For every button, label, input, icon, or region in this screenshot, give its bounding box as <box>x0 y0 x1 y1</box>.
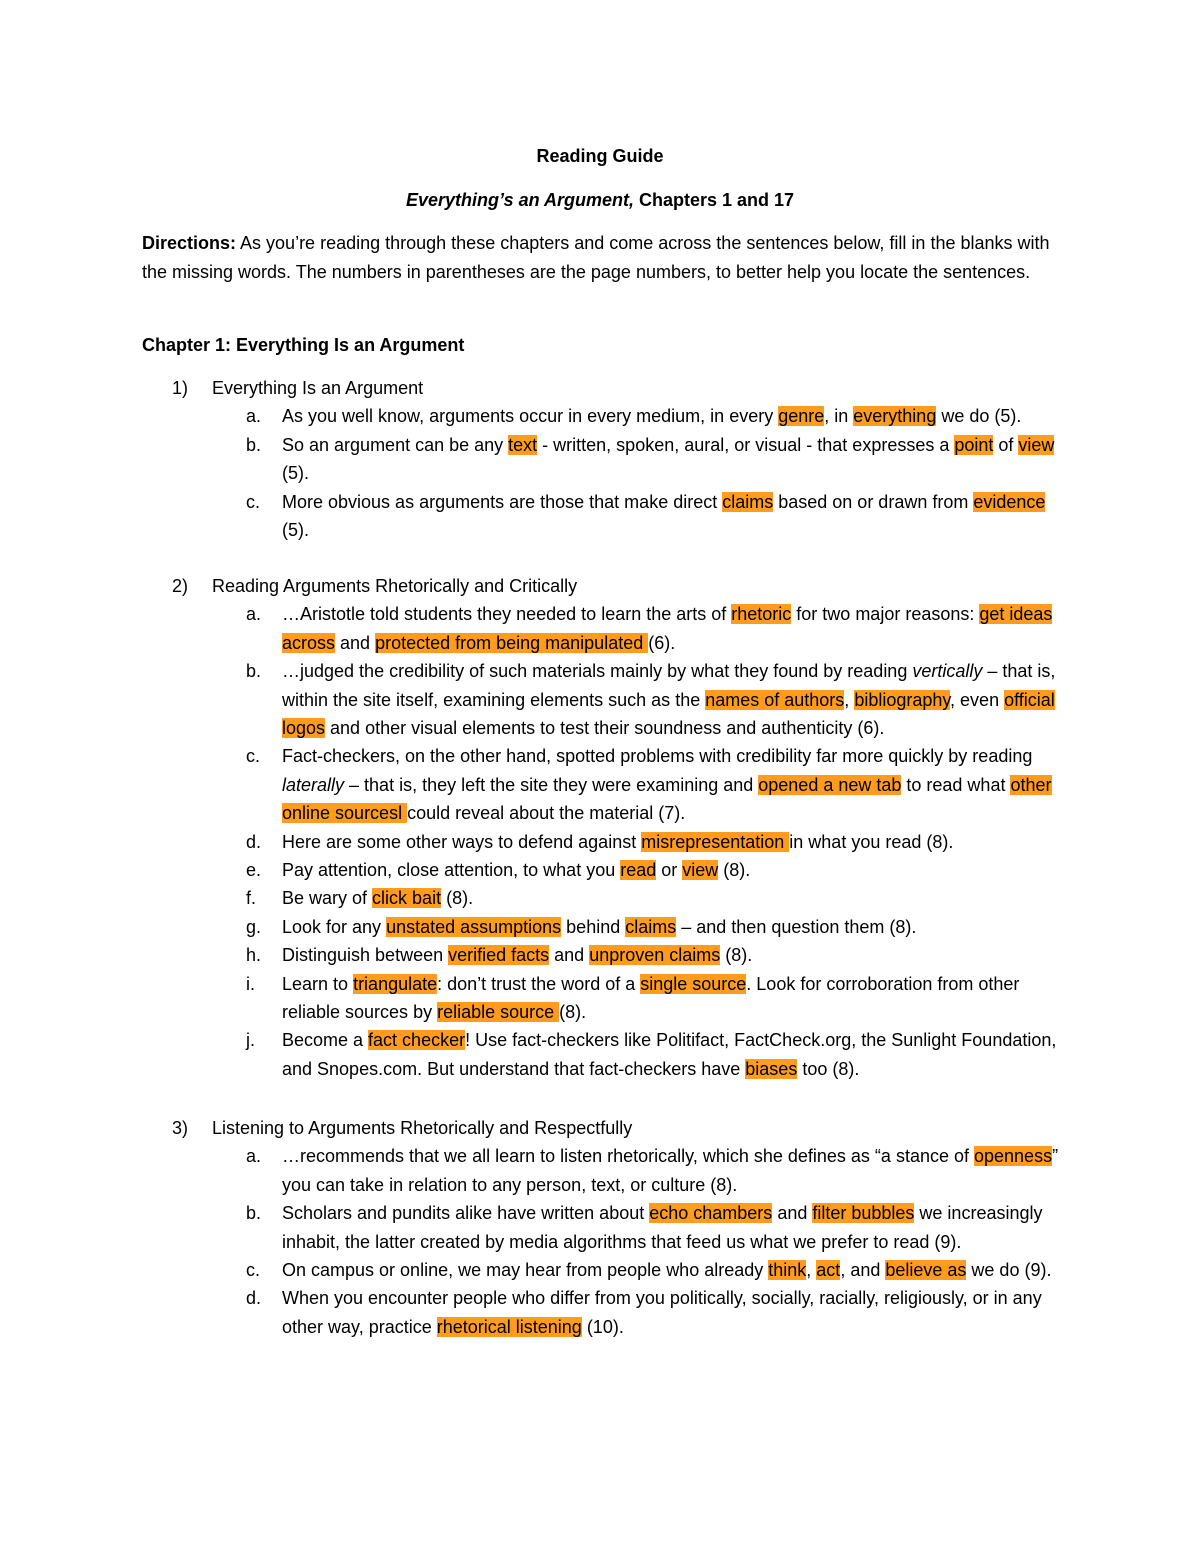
answer-highlight: official logos <box>282 689 1055 739</box>
answer-highlight: point <box>954 434 994 455</box>
sentence-text: (5). <box>282 520 309 541</box>
list-item <box>142 856 1062 884</box>
sentence-text: , <box>844 689 855 710</box>
item-letter: h. <box>246 945 262 966</box>
answer-highlight: unstated assumptions <box>386 916 562 937</box>
item-letter: g. <box>246 916 262 937</box>
answer-highlight: protected from being manipulated <box>375 632 649 653</box>
answer-highlight: read <box>620 860 657 881</box>
item-letter: b. <box>246 434 262 455</box>
sentence-text: of <box>993 434 1019 455</box>
answer-highlight: misrepresentation <box>641 831 790 852</box>
sentence-text: More obvious as arguments are those that make direct <box>282 491 723 512</box>
item-text <box>282 1256 1062 1284</box>
answer-highlight: click bait <box>372 888 442 909</box>
sentence-text: and other visual elements to test their soundness and authenticity (6). <box>325 718 885 739</box>
list-item <box>142 742 1062 827</box>
list-item <box>142 1142 1062 1199</box>
sentence-text: , and <box>840 1260 886 1281</box>
section-header <box>142 374 1062 402</box>
sentence-text: …judged the credibility of such materials mainly by what they found by reading <box>282 661 913 682</box>
item-letter: j. <box>246 1030 255 1051</box>
item-letter: a. <box>246 406 262 427</box>
item-letter: i. <box>246 973 255 994</box>
section-title: Reading Arguments Rhetorically and Critically <box>212 576 578 596</box>
answer-highlight: names of authors <box>705 689 845 710</box>
answer-highlight: claims <box>625 916 677 937</box>
sentence-text: or <box>656 860 683 881</box>
item-text <box>282 600 1062 657</box>
item-text <box>282 1142 1062 1199</box>
answer-highlight: view <box>682 860 719 881</box>
answer-highlight: believe as <box>885 1260 967 1281</box>
answer-highlight: single source <box>640 973 747 994</box>
sentence-text: , <box>806 1260 817 1281</box>
answer-highlight: filter bubbles <box>812 1203 915 1224</box>
item-text <box>282 431 1062 488</box>
item-text <box>282 402 1062 430</box>
answer-highlight: rhetorical listening <box>436 1316 582 1337</box>
answer-highlight: verified facts <box>448 945 550 966</box>
sentence-text: we do (5). <box>936 406 1022 427</box>
sentence-text: ” you can take in relation to any person, text, or culture (8). <box>282 1146 1059 1195</box>
answer-highlight: act <box>816 1260 841 1281</box>
list-item <box>142 884 1062 912</box>
sentence-text: and <box>549 945 590 966</box>
italic-term: laterally <box>282 774 345 795</box>
answer-highlight: triangulate <box>353 973 438 994</box>
sentence-text: Pay attention, close attention, to what you <box>282 860 621 881</box>
book-title: Everything’s an Argument, <box>405 190 634 210</box>
sentence-text: and <box>335 632 376 653</box>
sentence-text: – that is, they left the site they were examining and <box>344 774 759 795</box>
item-text <box>282 884 1062 912</box>
section-title: Everything Is an Argument <box>212 378 424 398</box>
answer-highlight: opened a new tab <box>758 774 902 795</box>
page-title: Reading Guide <box>536 146 664 166</box>
item-letter: c. <box>246 491 261 512</box>
sentence-text: …Aristotle told students they needed to learn the arts of <box>282 604 732 625</box>
sentence-text: As you well know, arguments occur in every medium, in every <box>282 406 779 427</box>
answer-highlight: reliable source <box>437 1002 560 1023</box>
section-header <box>142 572 1062 600</box>
sentence-text: So an argument can be any <box>282 434 509 455</box>
sentence-text: Be wary of <box>282 888 373 909</box>
list-item <box>142 657 1062 742</box>
sentence-text: (6). <box>648 632 676 653</box>
sentence-text: Scholars and pundits alike have written about <box>282 1203 650 1224</box>
item-letter: e. <box>246 860 262 881</box>
sentence-text: based on or drawn from <box>773 491 974 512</box>
answer-highlight: get ideas across <box>282 604 1053 653</box>
sentence-text: could reveal about the material (7). <box>407 803 686 824</box>
sentence-text: for two major reasons: <box>791 604 980 625</box>
sentence-text: - written, spoken, aural, or visual - that expresses a <box>537 434 955 455</box>
item-letter: d. <box>246 831 262 852</box>
sentence-text: When you encounter people who differ from you politically, socially, racially, religiously, or in any other way, practice <box>282 1288 1042 1337</box>
list-item <box>142 402 1062 430</box>
answer-highlight: unproven claims <box>589 945 721 966</box>
list-item <box>142 1256 1062 1284</box>
answer-highlight: biases <box>745 1058 798 1079</box>
list-item <box>142 1199 1062 1256</box>
list-item <box>142 488 1062 545</box>
chapter-heading: Chapter 1: Everything Is an Argument <box>142 335 465 355</box>
list-item <box>142 941 1062 969</box>
sentence-text: , even <box>950 689 1005 710</box>
section-title: Listening to Arguments Rhetorically and Respectfully <box>212 1118 633 1138</box>
sentence-text: Look for any <box>282 916 387 937</box>
section-number: 1) <box>172 378 189 398</box>
answer-highlight: text <box>508 434 538 455</box>
answer-highlight: evidence <box>973 491 1046 512</box>
outline-section <box>142 572 1062 1083</box>
section-number: 2) <box>172 576 189 596</box>
sentence-text: (8). <box>718 860 751 881</box>
sentence-text: too (8). <box>797 1058 860 1079</box>
answer-highlight: everything <box>853 406 937 427</box>
list-item <box>142 828 1062 856</box>
sentence-text: . Look for corroboration from other reliable sources by <box>282 973 1020 1023</box>
item-text <box>282 913 1062 941</box>
list-item <box>142 970 1062 1027</box>
list-item <box>142 1284 1062 1341</box>
item-text <box>282 1284 1062 1341</box>
sentence-text: Distinguish between <box>282 945 449 966</box>
item-text <box>282 941 1062 969</box>
answer-highlight: fact checker <box>368 1030 466 1051</box>
subtitle-rest: Chapters 1 and 17 <box>634 190 795 210</box>
item-letter: a. <box>246 604 262 625</box>
sentence-text: (5). <box>282 463 309 484</box>
list-item <box>142 1026 1062 1083</box>
answer-highlight: other online sourcesl <box>282 774 1052 824</box>
item-text <box>282 742 1062 827</box>
item-letter: f. <box>246 888 257 909</box>
sentence-text: and <box>772 1203 813 1224</box>
item-letter: b. <box>246 1203 262 1224</box>
sentence-text: (10). <box>581 1316 624 1337</box>
sentence-text: in what you read (8). <box>789 831 954 852</box>
item-letter: b. <box>246 661 262 682</box>
sentence-text: (8). <box>720 945 753 966</box>
item-text <box>282 657 1062 742</box>
item-text <box>282 856 1062 884</box>
answer-highlight: echo chambers <box>649 1203 773 1224</box>
sentence-text: (8). <box>559 1002 587 1023</box>
outline-section <box>142 1114 1062 1341</box>
item-text <box>282 1199 1062 1256</box>
answer-highlight: openness <box>974 1146 1053 1167</box>
sentence-text: we do (9). <box>966 1260 1052 1281</box>
directions-label: Directions: <box>142 233 237 253</box>
sentence-text: Fact-checkers, on the other hand, spotted problems with credibility far more quickly by reading <box>282 746 1033 767</box>
list-item <box>142 913 1062 941</box>
answer-highlight: rhetoric <box>731 604 792 625</box>
sentence-text: behind <box>561 916 626 937</box>
sentence-text: Become a <box>282 1030 369 1051</box>
answer-highlight: genre <box>778 406 825 427</box>
sentence-text: (8). <box>441 888 474 909</box>
section-number: 3) <box>172 1118 189 1138</box>
list-item <box>142 431 1062 488</box>
sentence-text: to read what <box>901 774 1011 795</box>
italic-term: vertically <box>912 661 983 682</box>
answer-highlight: claims <box>722 491 774 512</box>
sentence-text: Learn to <box>282 973 354 994</box>
sentence-text: , in <box>824 406 854 427</box>
directions-paragraph <box>142 229 1062 286</box>
item-letter: c. <box>246 1260 261 1281</box>
item-letter: a. <box>246 1146 262 1167</box>
sentence-text: : don’t trust the word of a <box>437 973 641 994</box>
list-item <box>142 600 1062 657</box>
item-letter: d. <box>246 1288 262 1309</box>
sentence-text: Here are some other ways to defend against <box>282 831 642 852</box>
item-text <box>282 1026 1062 1083</box>
sentence-text: we increasingly inhabit, the latter created by media algorithms that feed us what we prefer to read (9). <box>282 1203 1043 1252</box>
sentence-text: …recommends that we all learn to listen rhetorically, which she defines as “a stance of <box>282 1146 974 1167</box>
answer-highlight: view <box>1018 434 1055 455</box>
directions-text: As you’re reading through these chapters and come across the sentences below, fill in the blanks with the missing words. The numbers in parentheses are the page numbers, to better help you locate the sentences. <box>142 233 1050 282</box>
item-text <box>282 828 1062 856</box>
sentence-text: On campus or online, we may hear from people who already <box>282 1260 769 1281</box>
sentence-text: – and then question them (8). <box>676 916 917 937</box>
outline-section <box>142 374 1062 544</box>
section-header <box>142 1114 1062 1142</box>
item-text <box>282 970 1062 1027</box>
answer-highlight: think <box>768 1260 807 1281</box>
sentence-text: – that is, within the site itself, examining elements such as the <box>282 661 1056 710</box>
page-subtitle <box>0 186 1200 214</box>
item-text <box>282 488 1062 545</box>
sentence-text: ! Use fact-checkers like Politifact, FactCheck.org, the Sunlight Foundation, and Snopes.com. But understand that fact-checkers have <box>282 1030 1057 1079</box>
answer-highlight: bibliography <box>854 689 951 710</box>
item-letter: c. <box>246 746 261 767</box>
